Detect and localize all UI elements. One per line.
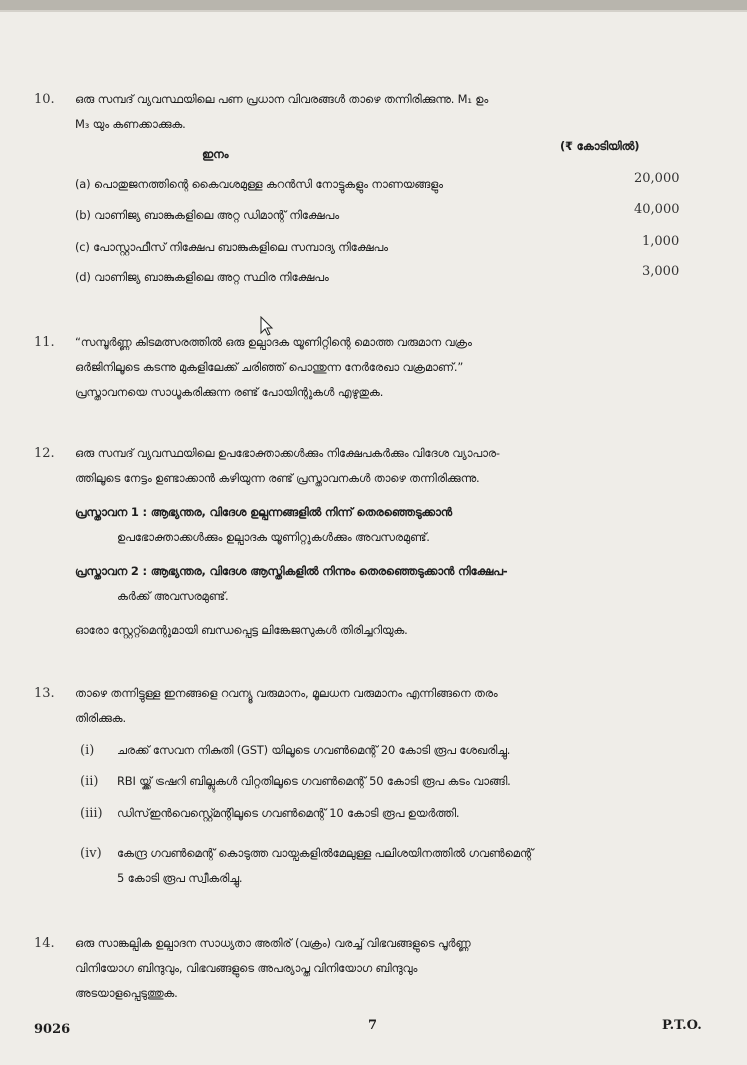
statement-2-line: പ്രസ്താവന 2 : ആഭ്യന്തര, വിദേശ ആസ്തികളിൽ നിന്നും തെരഞ്ഞെടുക്കാൻ നിക്ഷേപ- — [75, 564, 508, 578]
question-text-line: അടയാളപ്പെടുത്തുക. — [75, 986, 178, 1000]
table-row-value: 20,000 — [634, 171, 680, 186]
list-item: ഡിസ്ഇൻവെസ്റ്റ്മെന്റിലൂടെ ഗവൺമെന്റ് 10 കോടി രൂപ ഉയർത്തി. — [117, 806, 460, 820]
question-text-line: വിനിയോഗ ബിന്ദുവും, വിഭവങ്ങളുടെ അപര്യാപ്ത വിനിയോഗ ബിന്ദുവും — [75, 961, 418, 975]
mouse-cursor-icon — [260, 316, 274, 336]
list-item: RBI യ്ക്ക് ട്രഷറി ബില്ലുകൾ വിറ്റതിലൂടെ ഗവൺമെന്റ് 50 കോടി രൂപ കടം വാങ്ങി. — [117, 774, 511, 788]
question-text-line: ഓരോ സ്റ്റേറ്റ്മെന്റുമായി ബന്ധപ്പെട്ട ലിങ്കേജസുകൾ തിരിച്ചറിയുക. — [75, 623, 408, 637]
table-header-unit: (₹ കോടിയിൽ) — [560, 139, 640, 153]
question-text-line: ഒർജിനിലൂടെ കടന്നു മുകളിലേക്ക് ചരിഞ്ഞ് പൊന്തുന്ന നേർരേഖാ വക്രമാണ്.” — [75, 360, 464, 374]
table-row-value: 40,000 — [634, 202, 680, 217]
question-number: 13. — [34, 686, 55, 701]
list-item: ചരക്ക് സേവന നികുതി (GST) യിലൂടെ ഗവൺമെന്റ് 20 കോടി രൂപ ശേഖരിച്ചു. — [117, 743, 511, 757]
question-number: 11. — [34, 335, 55, 350]
list-item: കേന്ദ്ര ഗവൺമെന്റ് കൊടുത്ത വായ്പകളിൽമേലുള്ള പലിശയിനത്തിൽ ഗവൺമെന്റ് — [117, 846, 534, 860]
table-row-value: 3,000 — [642, 264, 680, 279]
item-numeral: (i) — [80, 743, 95, 758]
question-number: 14. — [34, 936, 55, 951]
question-text-line: ത്തിലൂടെ നേട്ടം ഉണ്ടാക്കാൻ കഴിയുന്ന രണ്ട് പ്രസ്താവനകൾ താഴെ തന്നിരിക്കുന്നു. — [75, 471, 480, 485]
question-number: 12. — [34, 446, 55, 461]
top-scan-edge-light — [0, 10, 747, 12]
table-row-label: (a) പൊതുജനത്തിന്റെ കൈവശമുള്ള കറൻസി നോട്ടുകളും നാണയങ്ങളും — [75, 177, 443, 191]
item-numeral: (iii) — [80, 806, 103, 821]
question-text-line: ഒരു സമ്പദ് വ്യവസ്ഥയിലെ പണ പ്രധാന വിവരങ്ങൾ താഴെ തന്നിരിക്കുന്നു. M₁ ഉം — [75, 92, 489, 106]
table-row-label: (d) വാണിജ്യ ബാങ്കുകളിലെ അറ്റ സ്ഥിര നിക്ഷേപം — [75, 270, 329, 284]
question-text-line: M₃ യും കണക്കാക്കുക. — [75, 117, 186, 131]
table-header-item: ഇനം — [202, 147, 229, 161]
paper-code: 9026 — [34, 1022, 71, 1037]
statement-1-line: പ്രസ്താവന 1 : ആഭ്യന്തര, വിദേശ ഉല്പന്നങ്ങളിൽ നിന്ന് തെരഞ്ഞെടുക്കാൻ — [75, 505, 452, 519]
question-text-line: ഒരു സാങ്കല്പിക ഉല്പാദന സാധ്യതാ അതിര് (വക്രം) വരച്ച് വിഭവങ്ങളുടെ പൂർണ്ണ — [75, 936, 471, 950]
page-number: 7 — [368, 1018, 378, 1033]
item-numeral: (iv) — [80, 846, 102, 861]
question-number: 10. — [34, 92, 55, 107]
table-row-label: (c) പോസ്റ്റാഫീസ് നിക്ഷേപ ബാങ്കുകളിലെ സമ്പാദ്യ നിക്ഷേപം — [75, 240, 388, 254]
question-text-line: “സമ്പൂർണ്ണ കിടമത്സരത്തിൽ ഒരു ഉല്പാദക യൂണിറ്റിന്റെ മൊത്ത വരുമാന വക്രം — [75, 335, 472, 349]
question-text-line: തിരിക്കുക. — [75, 711, 126, 725]
item-numeral: (ii) — [80, 774, 99, 789]
question-text-line: ഒരു സമ്പദ് വ്യവസ്ഥയിലെ ഉപഭോക്താക്കൾക്കും നിക്ഷേപകർക്കും വിദേശ വ്യാപാര- — [75, 446, 500, 460]
list-item-continuation: 5 കോടി രൂപ സ്വീകരിച്ചു. — [117, 871, 243, 885]
table-row-value: 1,000 — [642, 234, 680, 249]
statement-2-line: കർക്ക് അവസരമുണ്ട്. — [117, 589, 229, 603]
question-text-line: പ്രസ്താവനയെ സാധൂകരിക്കുന്ന രണ്ട് പോയിന്റുകൾ എഴുതുക. — [75, 385, 384, 399]
pto-label: P.T.O. — [662, 1018, 702, 1033]
top-scan-edge — [0, 0, 747, 10]
question-text-line: താഴെ തന്നിട്ടുള്ള ഇനങ്ങളെ റവന്യൂ വരുമാനം, മൂലധന വരുമാനം എന്നിങ്ങനെ തരം — [75, 686, 498, 700]
statement-1-line: ഉപഭോക്താക്കൾക്കും ഉല്പാദക യൂണിറ്റുകൾക്കും അവസരമുണ്ട്. — [117, 530, 430, 544]
table-row-label: (b) വാണിജ്യ ബാങ്കുകളിലെ അറ്റ ഡിമാന്റ് നിക്ഷേപം — [75, 208, 339, 222]
